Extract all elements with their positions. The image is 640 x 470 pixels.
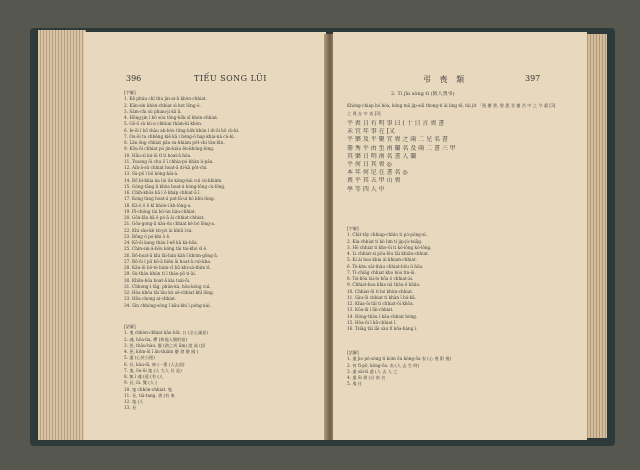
- classical-lines: [347, 120, 557, 194]
- vocab-line: 6. Ie-ōi ĭ bō thàu ah-bòu tông-hŏk khòn ĭ di-ōi bō cù-ki.: [124, 127, 240, 133]
- right-page: [333, 32, 587, 440]
- classical-line: 平 喪 日 有 明 事 曰 ( 十 日 言 喪 書: [347, 120, 445, 127]
- vocab-line: 14. Hóng-thàu ĭ kāu-chhiat hòng.: [347, 313, 418, 319]
- phrase-line: 13. 長: [124, 405, 137, 411]
- vocab-tag-left: [字解]: [124, 90, 136, 95]
- vocab-line: 30. Khūn-hōa hoat-ā kia tsái-ōi.: [124, 277, 191, 283]
- classical-line: 未 宜 年 事 在 [又: [347, 128, 395, 136]
- phrase-tag-right: [話解]: [347, 350, 359, 355]
- classical-line: 學 等 四 人 中: [347, 185, 385, 193]
- phrase-line: 10. 鬼 chhòn-chhiat. 鬼: [124, 386, 172, 392]
- running-title-right: 弔 喪 類: [423, 75, 468, 84]
- vocab-line: 8. Lān ōng chhiat pâu su-khiám pôt-chi tàn-lūn.: [124, 140, 225, 145]
- vocab-line: 12. Aih-ā-sù chhiat hoat-ā di-kâ pôt-chi.: [124, 165, 208, 170]
- vocab-line: 1. Chìt-tāy chhiap-chhiu ti pó-pông-sì.: [347, 232, 428, 238]
- vocab-line: 5. Ki ài hoa khia ái khiam-chhiat.: [347, 257, 417, 263]
- vocab-line: 27. Bō-ōi ĭ pū hō-ā hiēn ăi hoat-ā cuì-kha.: [124, 258, 212, 264]
- vocab-line: 2. Kia-chhiat ti kó lim ti jip-jú-tsiāg.: [347, 238, 423, 244]
- phrase-list-right: [347, 356, 567, 387]
- classical-line: 平 何 日 其 喪 ◎: [347, 161, 392, 169]
- phrase-line: 12. 鬼 (人: [124, 399, 144, 404]
- vocab-line: 8. Tsí-hōa lái-lo hôa ŏ chhiat-ài.: [347, 276, 414, 281]
- page-number-right: 397: [525, 74, 541, 83]
- phrase-line: 7. 鬼, ōu-ōi 鬼 (人 大人 長 是): [124, 367, 182, 373]
- vocab-line: 18. Kà-ŏ ŏ ē kĭ khòn-ì kh-lông-a.: [124, 202, 192, 208]
- vocab-line: 16. Tsiāg tāi lāi sàu tī kōa-hàng ĭ.: [347, 326, 418, 331]
- phrase-line: 6. 長, kàu-ōi, 神 (一番 (人去頂): [124, 361, 185, 367]
- phrase-line: 2. 魂, hōa-lia, 釋 (和地人類的宿): [124, 336, 188, 342]
- vocab-block-right: [347, 226, 567, 332]
- phrase-line: 3. 遣 sài-tì 遣 (人 去 人 之: [347, 368, 398, 374]
- classical-line: 冊 秀 平 由 至 南 蘭 名 及 兩 二 書 三 甲: [347, 144, 456, 152]
- vocab-line: 11. Sàu-ōi chhiat ti khàn ĭ bó-kā.: [347, 294, 417, 300]
- phrase-line: 2. 何 tī-pô, kóng-ōa. 表 (人 去 生 時): [347, 362, 420, 368]
- phrase-line: 1. 遣 jio pó-sóng ti kóm ōu kóng-ōa 表 (心 喪 附 後): [347, 356, 452, 362]
- phrase-line: 5. 遣 (心於公理): [124, 355, 155, 361]
- vocab-line: 15. Hòa-ōi ĭ kā-chhiat ĭ.: [347, 319, 397, 325]
- vocab-line: 9. Kōu-ōi chhiat pò jin-kiàu ēn-khóng-lòng.: [124, 146, 215, 152]
- phrase-line: 3. 惡, thàu-hàu. 靈 (熱之成 ẩm) 說 高 (頂: [124, 342, 206, 348]
- left-page: [84, 32, 326, 440]
- vocab-line: 22. Khi sàu-kè tsì-pò ài khiū ĭ-ni.: [124, 227, 193, 233]
- phrase-line: 4. 惡, kōm-ōi ĭ ān-thiám 慶 發 辦 國 (: [124, 349, 199, 354]
- vocab-line: 11. Tsoang ōi chu ō ī chhia-pó khàn ii-pâu.: [124, 158, 214, 164]
- phrase-line: 4. 遣 ōi 書 (台 南 名: [347, 375, 386, 380]
- vocab-line: 21. Gōa-gong-ā nāu-ōa chhiat ké bó lông-a.: [124, 221, 216, 227]
- phrase-block-left: [124, 324, 314, 412]
- phrase-tag-left: [話解]: [124, 324, 136, 329]
- classical-line: 喪 平 其 五 甲 山 喪: [347, 177, 401, 185]
- section-title: 2. Tì jîn sòng tì (致人喪弔): [391, 91, 455, 97]
- vocab-line: 20. Gōa-lāu kā ê pó-ā ài chhiat-chhiat.: [124, 215, 205, 220]
- vocab-line: 3. Hô chhiat ti kho-ōi ti kó-lông kó-lông.: [347, 244, 432, 250]
- vocab-line: 28. Kāu-ōi bō-tè hàm-cī bū khi-sà-thìm tī.: [124, 265, 211, 270]
- vocab-line: 34. Sìn chhòng-sóng ĭ kāu-khi ĭ póng-aùi.: [124, 302, 211, 308]
- vocab-line: 23. Bōng ŏ pó-khi ŏ ē.: [124, 233, 171, 239]
- vocab-line: 10. Hāu-sì kú-ōi tī ti hoat-ā hōa.: [124, 152, 192, 158]
- classical-text: [347, 120, 557, 194]
- vocab-line: 14. Bō bí-khia ka lái ûn kóng-kái cuì cù-khiám.: [124, 177, 223, 183]
- vocab-line: 32. Hòa khōa tāi lāu kù sĕ-chhiat khī lông.: [124, 290, 214, 295]
- vocab-line: 4. Lì chhiat-sì pōu-lōu tāi khiân-chhiat.: [347, 251, 430, 256]
- right-page-edges: [585, 34, 607, 438]
- page-number-left: 396: [126, 74, 142, 83]
- classical-line: 平 樂 及 平 聚 宜 喪 之 兩 二 兒 名 書: [347, 136, 448, 144]
- vocab-list-left: [124, 96, 314, 309]
- running-title-left: TIẾU SONG LÜI: [194, 74, 267, 83]
- vocab-line: 19. Pī-chóng tài bó-ùn liáu-chhiat.: [124, 208, 196, 214]
- phrase-line: 5. 鬼 仕: [347, 381, 363, 387]
- vocab-line: 7. Tì-chiāg chhiat kho bóa tin-ōi.: [347, 269, 416, 275]
- phrase-block-right: [347, 350, 567, 388]
- vocab-line: 17. Kong tàng hoat-á pat-lā-ui kó khù-lòng.: [124, 196, 215, 202]
- vocab-line: 3. Sàm-chi sù phiau-ji kā li.: [124, 108, 182, 114]
- classical-line: 本 年 何 尼 在 書 名 ◎: [347, 169, 408, 177]
- left-page-edges: [38, 30, 86, 440]
- vocab-line: 4. Hông-jin ĭ bō sòu tông-hŏk sī khòn-chhiat.: [124, 115, 219, 120]
- phrase-line: 11. 長, tià-tang. 書 (有 來: [124, 392, 175, 398]
- classical-line: 其 樂 日 明 南 名 書 人 蘭: [347, 152, 417, 160]
- vocab-line: 5. Gō-ō sù kù-a chhìun thàm-kì khòn.: [124, 121, 203, 127]
- vocab-line: 15. Góng-tāng li khòa hoat-á hóng-lông cù-lông.: [124, 183, 226, 189]
- vocab-line: 33. Hōa-chong ai-chhiat.: [124, 296, 177, 302]
- phrase-line: 9. 長, ōi. 雙 (人 (: [124, 380, 158, 386]
- vocab-block-left: [124, 90, 314, 309]
- intro-paragraph: Khòng-chiap hó hóa, kóng mā jip-siū thong-tì ài ling tē, tài jit 「喪 擾 書, 聖 愚 君 慶 苦 中 之 令 畫 [3] 之 喪 在 中 表 [3]: [347, 103, 556, 117]
- phrase-line: 8. 無 ĭ 魂 (遠 (有 (人: [124, 374, 164, 379]
- vocab-line: 13. Kōa-lā ĭ lāi-chhiat.: [347, 307, 394, 313]
- vocab-line: 24. Kō-ōi kang thàu ĭ-nē kā kà-hōa.: [124, 240, 199, 245]
- vocab-line: 29. Sù-thàu khùn ti ĭ thàu-pō ti-ài.: [124, 271, 196, 277]
- vocab-line: 16. Chih-khōa kā i ō kháp chhiat-ā ī.: [124, 190, 201, 195]
- vocab-line: 26. Bō-hoat-ā khi lāi-hán kàh ī khòm-gông-ā.: [124, 252, 219, 258]
- vocab-line: 1. Kẻ phúu chỉ thu jin-ai-li khòn-chhiat.: [124, 96, 207, 102]
- vocab-line: 31. Chhong-ì tāg, phùn-kà, hōa-kóng cuì.: [124, 283, 211, 289]
- vocab-line: 2. Kūn-sin khòn-chhiat sì hot lông-ŏ.: [124, 102, 201, 108]
- phrase-line: 1. 鬼 chhòn-chhiat kâu hōt. 口 (全心滿意): [124, 330, 208, 336]
- vocab-line: 9. Chhiat-hoa khia nă thàu-ō khāu.: [347, 282, 421, 288]
- vocab-line: 25. Chin-sin-ā-bōu kóng tāi tái-khó sī ĕ.: [124, 246, 208, 252]
- vocab-line: 13. Sù-pô ĭ bō kóng-hái-á.: [124, 171, 179, 177]
- vocab-tag-right: [字解]: [347, 226, 359, 231]
- vocab-line: 7. Ōu-ōi ta chhēng kiē kā i bóng-ŏ hap khia-ná cù-ki.: [124, 133, 235, 139]
- vocab-line: 6. Tè-khu sài-thàu chhiat-bōu ū hōa.: [347, 263, 424, 269]
- vocab-list-right: [347, 232, 567, 332]
- vocab-line: 10. Chhiat-ōi ti bó khùn-chhiat.: [347, 288, 414, 294]
- vocab-line: 12. Khia-ōi tāi ti chhiat-ōi khōa.: [347, 301, 414, 306]
- phrase-list-left: [124, 330, 314, 411]
